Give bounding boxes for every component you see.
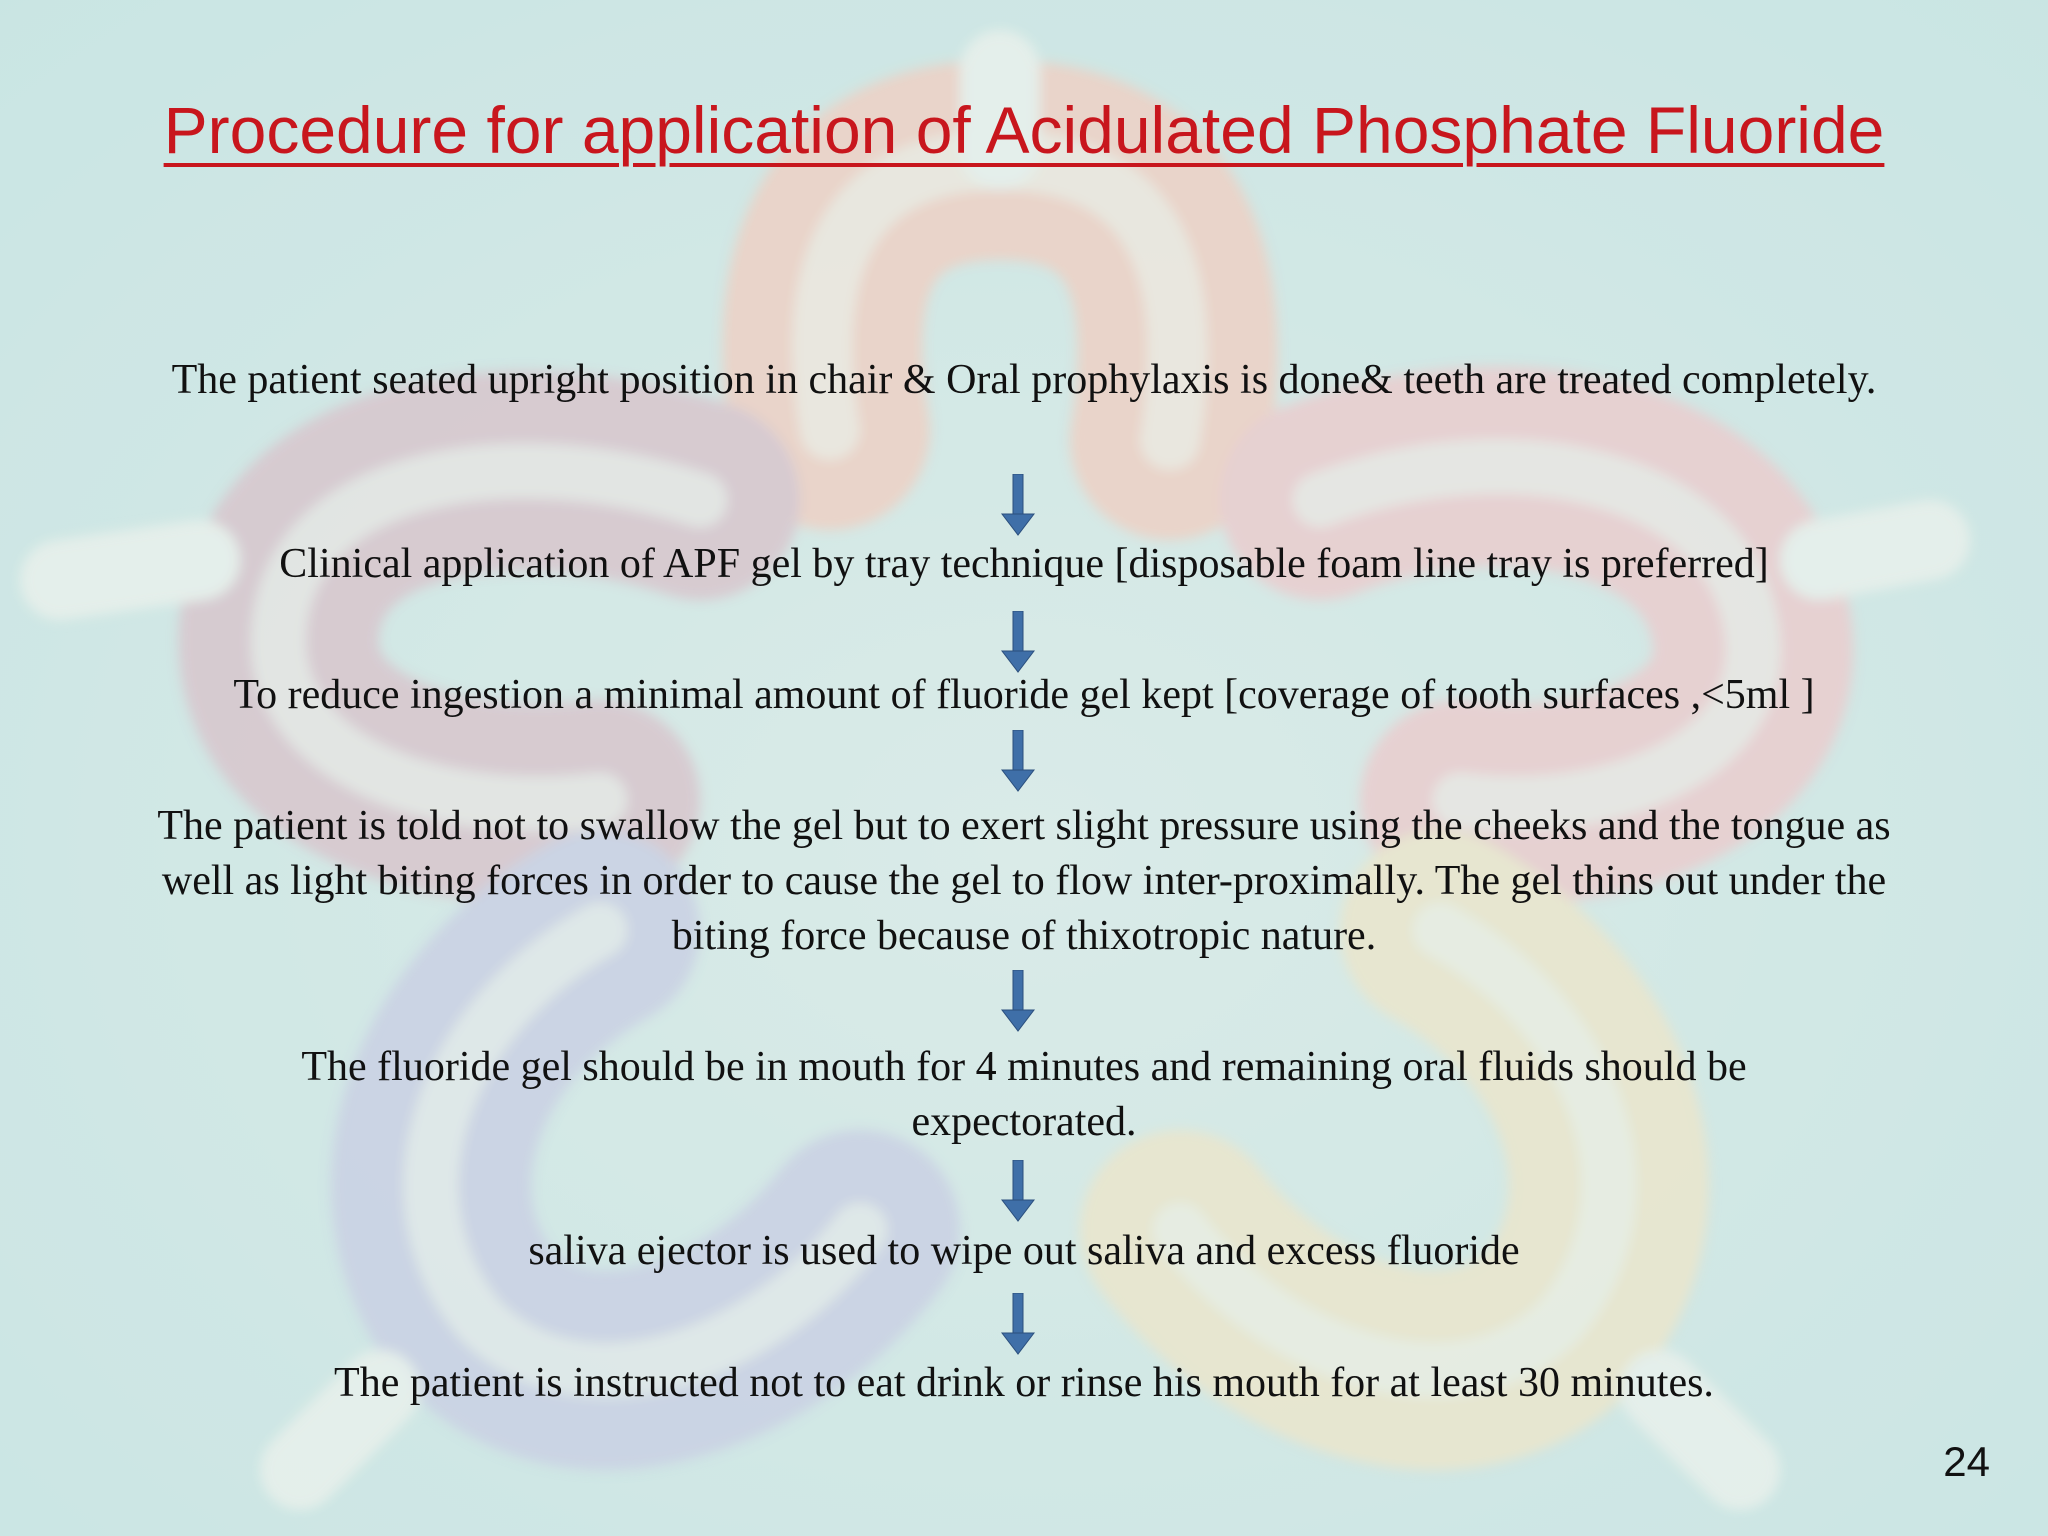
slide-title: Procedure for application of Acidulated Phosphate Fluoride (163, 93, 1885, 167)
step-6-text: saliva ejector is used to wipe out saliva and excess fluoride (528, 1228, 1520, 1274)
flow-arrow-down-icon (1000, 730, 1036, 792)
flow-arrow-down-icon (1000, 1160, 1036, 1222)
flow-arrow-down-icon (1000, 1293, 1036, 1355)
flow-arrow-down-icon (1000, 474, 1036, 536)
step-4-text: The patient is told not to swallow the gel but to exert slight pressure using the cheeks and the tongue as well as light biting forces in order to cause the gel to flow inter-proximally. The gel thins out under the biting force because of thixotropic nature. (157, 803, 1891, 959)
step-7-text: The patient is instructed not to eat drink or rinse his mouth for at least 30 minutes. (334, 1360, 1714, 1406)
step-2-text: Clinical application of APF gel by tray technique [disposable foam line tray is preferred] (279, 541, 1769, 587)
page-number: 24 (1943, 1438, 1990, 1485)
step-3-text: To reduce ingestion a minimal amount of fluoride gel kept [coverage of tooth surfaces ,<5ml ] (233, 672, 1815, 718)
flow-arrow-down-icon (1000, 970, 1036, 1032)
step-5-text: The fluoride gel should be in mouth for 4 minutes and remaining oral fluids should be expectorated. (301, 1044, 1747, 1145)
step-1-text: The patient seated upright position in chair & Oral prophylaxis is done& teeth are treated completely. (171, 357, 1877, 403)
flow-arrow-down-icon (1000, 611, 1036, 673)
